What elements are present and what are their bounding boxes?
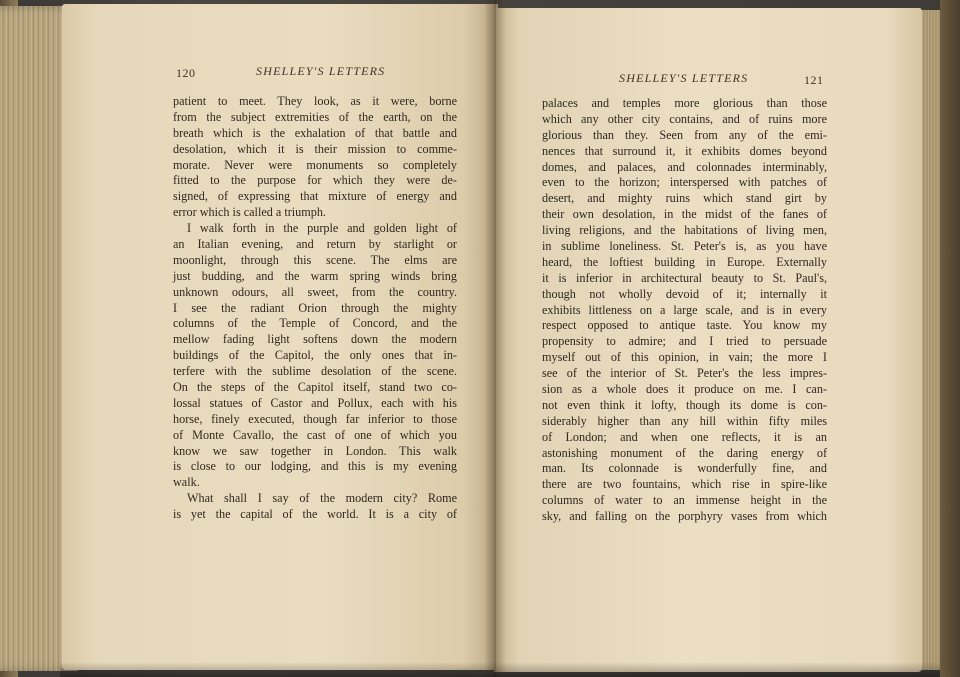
text-line: terfere with the sublime desolation of the scene.: [173, 364, 457, 379]
text-line: mellow fading light softens down the modern: [173, 332, 457, 347]
text-line: breath which is the exhalation of that battle and: [173, 125, 457, 140]
text-line: horse, finely executed, though far inferior to those: [173, 411, 457, 426]
text-line: of Monte Cavallo, the cast of one of which you: [173, 427, 457, 442]
text-line: is yet the capital of the world. It is a city of: [173, 507, 457, 522]
text-line: see of the interior of St. Peter's the less impres-: [542, 366, 827, 381]
text-line: not even think it lofty, though its dome is con-: [542, 397, 827, 412]
right-running-title: SHELLEY'S LETTERS: [619, 71, 749, 85]
text-line: know we saw together in London. This walk: [173, 443, 457, 458]
text-line: propensity to admire; and I tried to persuade: [542, 334, 827, 349]
text-line: of London; and when one reflects, it is an: [542, 429, 827, 444]
left-page-number: 120: [176, 66, 196, 80]
text-line: man. Its colonnade is wonderfully fine, and: [542, 461, 827, 476]
text-line: moonlight, through this scene. The elms are: [173, 252, 457, 267]
text-line: respect opposed to antique taste. You know my: [542, 318, 827, 333]
text-line: patient to meet. They look, as it were, borne: [173, 94, 457, 108]
text-line: heard, the loftiest building in Europe. Externally: [542, 254, 827, 269]
text-line: exhibits littleness on a large scale, and is in every: [542, 302, 827, 317]
right-page-text: [542, 96, 827, 525]
text-line: which any other city contains, and of ruins more: [542, 111, 827, 126]
text-line: columns of water to an immense height in the: [542, 493, 827, 508]
text-line: unknown odours, all sweet, from the country.: [173, 284, 457, 299]
left-running-title: SHELLEY'S LETTERS: [256, 64, 386, 78]
text-line: morate. Never were monuments so completely: [173, 157, 457, 172]
right-page-number: 121: [804, 73, 824, 87]
text-line: is close to our lodging, and this is my evening: [173, 459, 457, 474]
text-line: though not wholly devoid of it; internally it: [542, 286, 827, 301]
text-line: columns of the Temple of Concord, and the: [173, 316, 457, 331]
text-line: it is inferior in architectural beauty to St. Paul's,: [542, 270, 827, 285]
text-line: living religions, and the habitations of living men,: [542, 223, 827, 238]
text-line: just budding, and the warm spring winds bring: [173, 268, 457, 283]
text-line: desolation, which it is their mission to comme-: [173, 141, 457, 156]
text-line: palaces and temples more glorious than those: [542, 96, 827, 110]
text-line: nences that surround it, it exhibits domes beyond: [542, 143, 827, 158]
text-line: signed, of expressing that mixture of energy and: [173, 189, 457, 204]
text-line: What shall I say of the modern city? Rome: [187, 491, 457, 506]
text-line: domes, and palaces, and colonnades interminably,: [542, 159, 827, 174]
text-line: glorious than they. Seen from any of the emi-: [542, 127, 827, 142]
text-line: even to the horizon; interspersed with patches of: [542, 175, 827, 190]
text-line: walk.: [173, 475, 200, 490]
bottom-shadow: [60, 662, 940, 677]
text-line: desert, and mighty ruins which stand girt by: [542, 191, 827, 206]
text-line: from the subject extremities of the earth, on the: [173, 109, 457, 124]
text-line: I walk forth in the purple and golden light of: [187, 221, 457, 236]
text-line: in sublime loneliness. St. Peter's is, as you have: [542, 239, 827, 254]
text-line: myself out of this opinion, in vain; the more I: [542, 350, 827, 365]
text-line: an Italian evening, and return by starlight or: [173, 237, 457, 252]
text-line: I see the radiant Orion through the mighty: [173, 300, 457, 315]
text-line: astonishing monument of the daring energy of: [542, 445, 827, 460]
text-line: fitted to the purpose for which they were de-: [173, 173, 457, 188]
book-gutter: [484, 0, 506, 677]
text-line: error which is called a triumph.: [173, 205, 326, 220]
text-line: there are two fountains, which rise in spire-like: [542, 477, 827, 492]
text-line: siderably higher than any hill within fifty miles: [542, 413, 827, 428]
text-line: lossal statues of Castor and Pollux, each with his: [173, 395, 457, 410]
text-line: their own desolation, in the midst of the fanes of: [542, 207, 827, 222]
text-line: sion as a whole does it produce on me. I can-: [542, 382, 827, 397]
right-cover: [940, 0, 960, 677]
text-line: On the steps of the Capitol itself, stand two co-: [173, 380, 457, 395]
left-page-text: [173, 94, 457, 523]
text-line: sky, and falling on the porphyry vases from which: [542, 509, 827, 524]
text-line: buildings of the Capitol, the only ones that in-: [173, 348, 457, 363]
